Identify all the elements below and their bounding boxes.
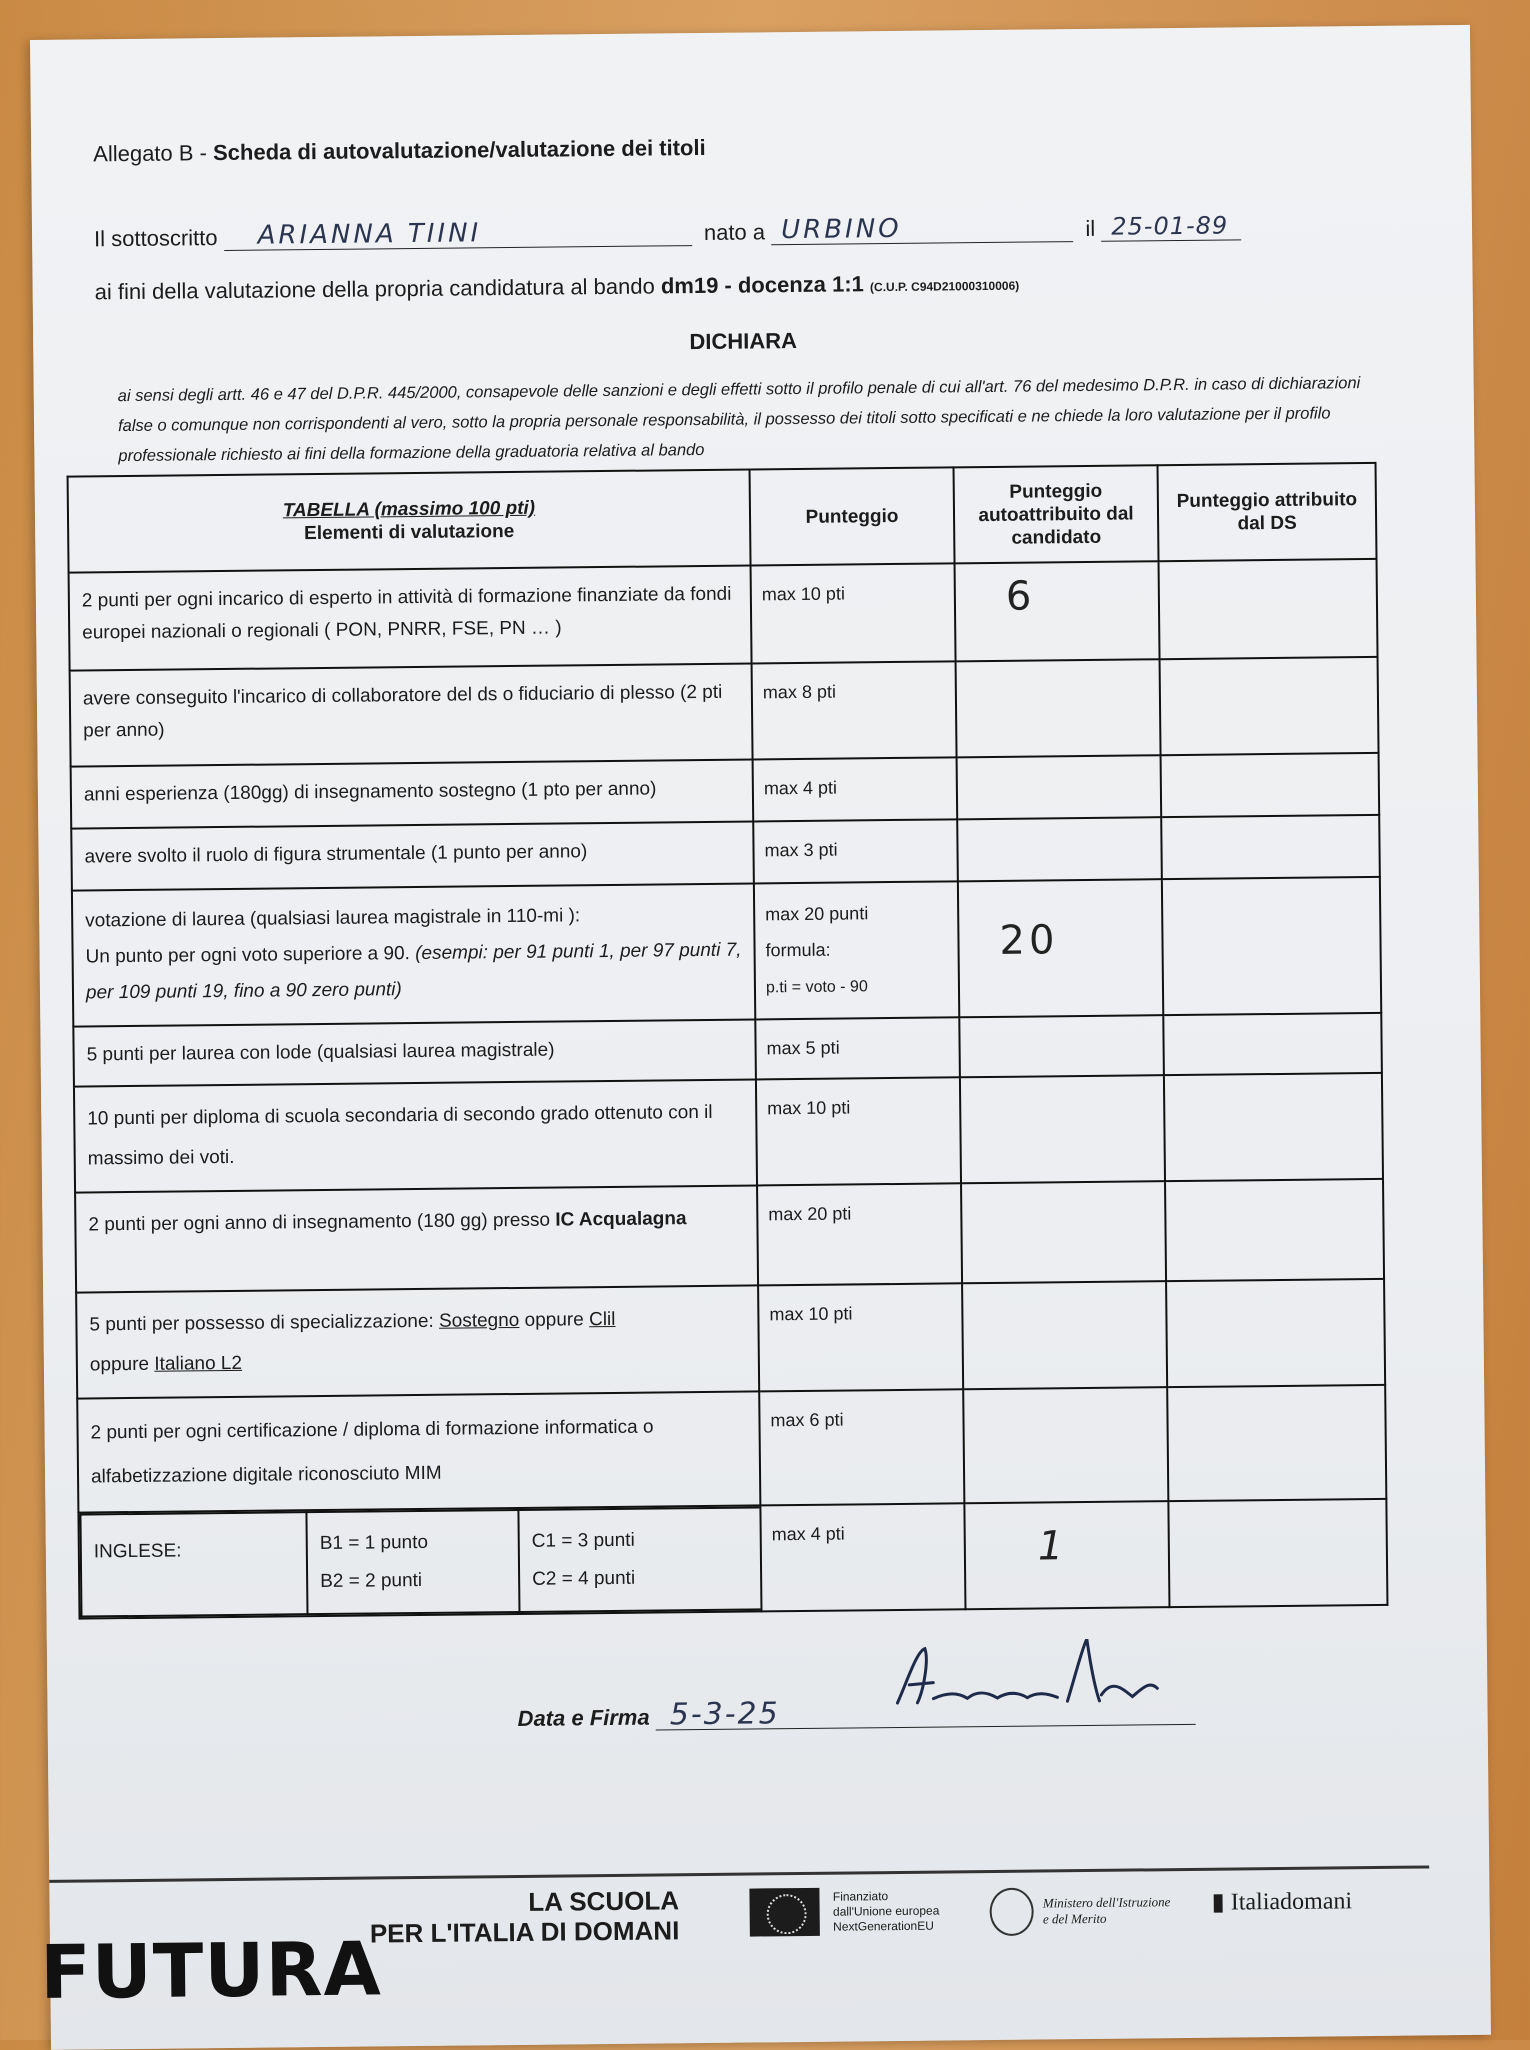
scuola-logo bbox=[369, 1885, 679, 1948]
row-auto bbox=[964, 1501, 1169, 1609]
table-row bbox=[74, 1073, 1383, 1193]
row-desc: 2 punti per ogni incarico di esperto in attività di formazione finanziate da fondi europei nazionali o regionali ( PON, PNRR, FSE, PN … ) bbox=[69, 565, 752, 670]
firma-label: Data e Firma bbox=[517, 1704, 650, 1731]
inglese-b1: B1 = 1 punto bbox=[319, 1531, 429, 1555]
row-ds bbox=[1160, 657, 1379, 755]
row-desc: 5 punti per laurea con lode (qualsiasi laurea magistrale) bbox=[73, 1019, 756, 1086]
row-ds bbox=[1161, 815, 1380, 879]
ministero-line-2: e del Merito bbox=[1042, 1910, 1107, 1927]
laurea-desc-3: (esempi: per 91 punti 1, per 97 punti 7, per 109 punti 19, fino a 90 zero punti) bbox=[85, 939, 742, 1004]
header-elementi bbox=[68, 469, 751, 572]
row-auto bbox=[955, 561, 1160, 661]
row-auto bbox=[958, 879, 1163, 1017]
scuola-line-2: PER L'ITALIA DI DOMANI bbox=[369, 1915, 680, 1949]
inglese-c1: C1 = 3 punti bbox=[531, 1529, 635, 1552]
table-row-inglese bbox=[78, 1499, 1387, 1619]
ic-name: IC Acqualagna bbox=[555, 1208, 687, 1231]
bando-name: dm19 - docenza 1:1 bbox=[660, 271, 864, 299]
birthdate-handwritten: 25-01-89 bbox=[1111, 211, 1229, 241]
document-title bbox=[93, 135, 706, 167]
italiadomani-logo bbox=[1211, 1886, 1352, 1916]
inglese-b2: B2 = 2 punti bbox=[320, 1569, 423, 1593]
row-ds bbox=[1165, 1179, 1384, 1281]
table-header-row bbox=[68, 463, 1377, 573]
birthplace-field bbox=[771, 213, 1073, 245]
nato-label: nato a bbox=[703, 219, 766, 245]
auto-score-handwritten: 6 bbox=[1005, 573, 1032, 620]
birthdate-field bbox=[1101, 211, 1241, 241]
inglese-subtable bbox=[79, 1506, 760, 1617]
row-pts: max 4 pti bbox=[760, 1503, 965, 1611]
row-auto bbox=[959, 1015, 1164, 1077]
evaluation-table bbox=[67, 462, 1389, 1620]
row-pts: max 10 pti bbox=[756, 1077, 961, 1185]
eu-line-3: NextGenerationEU bbox=[833, 1918, 934, 1934]
header-ds: Punteggio attribuito dal DS bbox=[1158, 463, 1377, 561]
ministero-logo bbox=[989, 1886, 1170, 1936]
row-pts: max 10 pti bbox=[758, 1283, 963, 1391]
eu-flag-icon bbox=[749, 1888, 819, 1937]
row-auto bbox=[957, 755, 1162, 819]
row-desc: avere conseguito l'incarico di collaboratore del ds o fiduciario di plesso (2 pti per anno) bbox=[70, 663, 753, 766]
candidatura-text: ai fini della valutazione della propria candidatura al bando bbox=[94, 273, 662, 305]
laurea-formula-label: formula: bbox=[765, 939, 831, 961]
name-handwritten: ARIANNA TIINI bbox=[257, 218, 482, 251]
firma-date-handwritten: 5-3-25 bbox=[669, 1696, 780, 1733]
row-desc bbox=[72, 883, 755, 1026]
allegato-label: Allegato B - bbox=[93, 140, 214, 167]
inglese-c-levels bbox=[518, 1507, 760, 1612]
row-desc bbox=[75, 1185, 758, 1292]
row-desc bbox=[76, 1285, 759, 1398]
row-pts: max 6 pti bbox=[759, 1389, 964, 1505]
row-ds bbox=[1159, 559, 1378, 659]
eu-funding-logo bbox=[749, 1887, 939, 1937]
ministero-line-1: Ministero dell'Istruzione bbox=[1042, 1894, 1171, 1911]
table-row bbox=[70, 657, 1379, 767]
row-pts: max 8 pti bbox=[752, 661, 957, 759]
row-desc: anni esperienza (180gg) di insegnamento sostegno (1 pto per anno) bbox=[71, 759, 754, 828]
republic-emblem-icon bbox=[989, 1888, 1034, 1936]
auto-score-handwritten: 1 bbox=[1037, 1523, 1064, 1570]
italiadomani-text: Italiadomani bbox=[1230, 1888, 1353, 1916]
laurea-desc-1: votazione di laurea (qualsiasi laurea magistrale in 110-mi ): bbox=[85, 905, 581, 932]
row-ds bbox=[1164, 1073, 1383, 1181]
row-desc: 10 punti per diploma di scuola secondaria di secondo grado ottenuto con il massimo dei voti. bbox=[74, 1079, 757, 1192]
inglese-label: INGLESE: bbox=[80, 1512, 307, 1616]
inglese-b-levels bbox=[306, 1510, 519, 1614]
spec-option-sostegno: Sostegno bbox=[438, 1309, 520, 1332]
eu-line-2: dall'Unione europea bbox=[832, 1903, 940, 1919]
inglese-c2: C2 = 4 punti bbox=[532, 1567, 636, 1590]
spec-option-italiano: Italiano L2 bbox=[154, 1352, 243, 1375]
row-ds bbox=[1167, 1385, 1386, 1501]
candidatura-line bbox=[95, 270, 1020, 306]
eu-line-1: Finanziato bbox=[832, 1888, 889, 1904]
table-row bbox=[69, 559, 1378, 671]
cup-code: (C.U.P. C94D21000310006) bbox=[869, 278, 1020, 295]
row-ds bbox=[1166, 1279, 1385, 1387]
row-pts: max 20 pti bbox=[757, 1183, 962, 1285]
row-pts: max 3 pti bbox=[753, 819, 958, 883]
signature-image bbox=[887, 1637, 1258, 1711]
footer-rule bbox=[49, 1865, 1429, 1882]
table-row bbox=[75, 1179, 1384, 1293]
name-field bbox=[224, 217, 692, 251]
scuola-line-1: LA SCUOLA bbox=[528, 1885, 680, 1917]
header-auto: Punteggio autoattribuito dal candidato bbox=[954, 465, 1159, 563]
row-pts bbox=[754, 881, 959, 1019]
birthplace-handwritten: URBINO bbox=[781, 213, 902, 246]
futura-logo: FUTURA bbox=[39, 1926, 383, 2016]
row-desc: avere svolto il ruolo di figura strumentale (1 punto per anno) bbox=[71, 821, 754, 890]
row-ds bbox=[1162, 877, 1381, 1015]
row-auto bbox=[963, 1387, 1168, 1503]
row-auto bbox=[961, 1181, 1166, 1283]
declarant-line bbox=[94, 211, 1242, 252]
document-page bbox=[30, 25, 1491, 2050]
table-row bbox=[72, 877, 1381, 1027]
auto-score-handwritten: 20 bbox=[999, 917, 1059, 964]
table-row bbox=[77, 1385, 1386, 1513]
italiadomani-icon: ▮ bbox=[1211, 1889, 1225, 1916]
header-tabella: TABELLA (massimo 100 pti) bbox=[282, 497, 536, 522]
table-row bbox=[76, 1279, 1385, 1399]
ic-desc: 2 punti per ogni anno di insegnamento (180 gg) presso bbox=[88, 1209, 556, 1236]
row-ds bbox=[1168, 1499, 1387, 1607]
row-pts: max 10 pti bbox=[751, 563, 956, 663]
il-label: il bbox=[1085, 215, 1096, 241]
inglese-cell bbox=[78, 1505, 761, 1618]
row-pts: max 4 pti bbox=[753, 757, 958, 821]
laurea-desc-2: Un punto per ogni voto superiore a 90. bbox=[85, 943, 416, 968]
laurea-formula: p.ti = voto - 90 bbox=[765, 978, 868, 997]
row-pts: max 5 pti bbox=[755, 1017, 960, 1079]
row-auto bbox=[962, 1281, 1167, 1389]
intro-paragraph: ai sensi degli artt. 46 e 47 del D.P.R. 445/2000, consapevole delle sanzioni e degli effetti sotto il profilo penale di cui all'art. 76 del medesimo D.P.R. in caso di dichiarazioni false o comunque non corrispondenti al vero, sotto la propria personale responsabilità, il possesso dei titoli sotto specificati e ne chiede la loro valutazione per il profilo professionale richiesto ai fini della formazione della graduatoria relativa al bando bbox=[117, 374, 1361, 466]
row-desc: 2 punti per ogni certificazione / diploma di formazione informatica o alfabetizzazione digitale riconosciuto MIM bbox=[77, 1391, 760, 1512]
title-text: Scheda di autovalutazione/valutazione dei titoli bbox=[212, 134, 706, 166]
spec-desc: 5 punti per possesso di specializzazione: bbox=[89, 1310, 440, 1336]
row-ds bbox=[1163, 1013, 1382, 1075]
laurea-pts: max 20 punti bbox=[765, 903, 869, 925]
spec-oppure: oppure bbox=[519, 1309, 590, 1331]
header-elementi-label: Elementi di valutazione bbox=[304, 520, 515, 545]
row-ds bbox=[1161, 753, 1380, 817]
spec-option-clil: Clil bbox=[588, 1308, 616, 1331]
row-auto bbox=[956, 659, 1161, 757]
row-auto bbox=[960, 1075, 1165, 1183]
sottoscritto-label: Il sottoscritto bbox=[93, 225, 218, 252]
header-punteggio: Punteggio bbox=[750, 467, 955, 565]
spec-oppure-2: oppure bbox=[89, 1353, 155, 1376]
dichiara-heading: DICHIARA bbox=[689, 327, 798, 355]
row-auto bbox=[957, 817, 1162, 881]
